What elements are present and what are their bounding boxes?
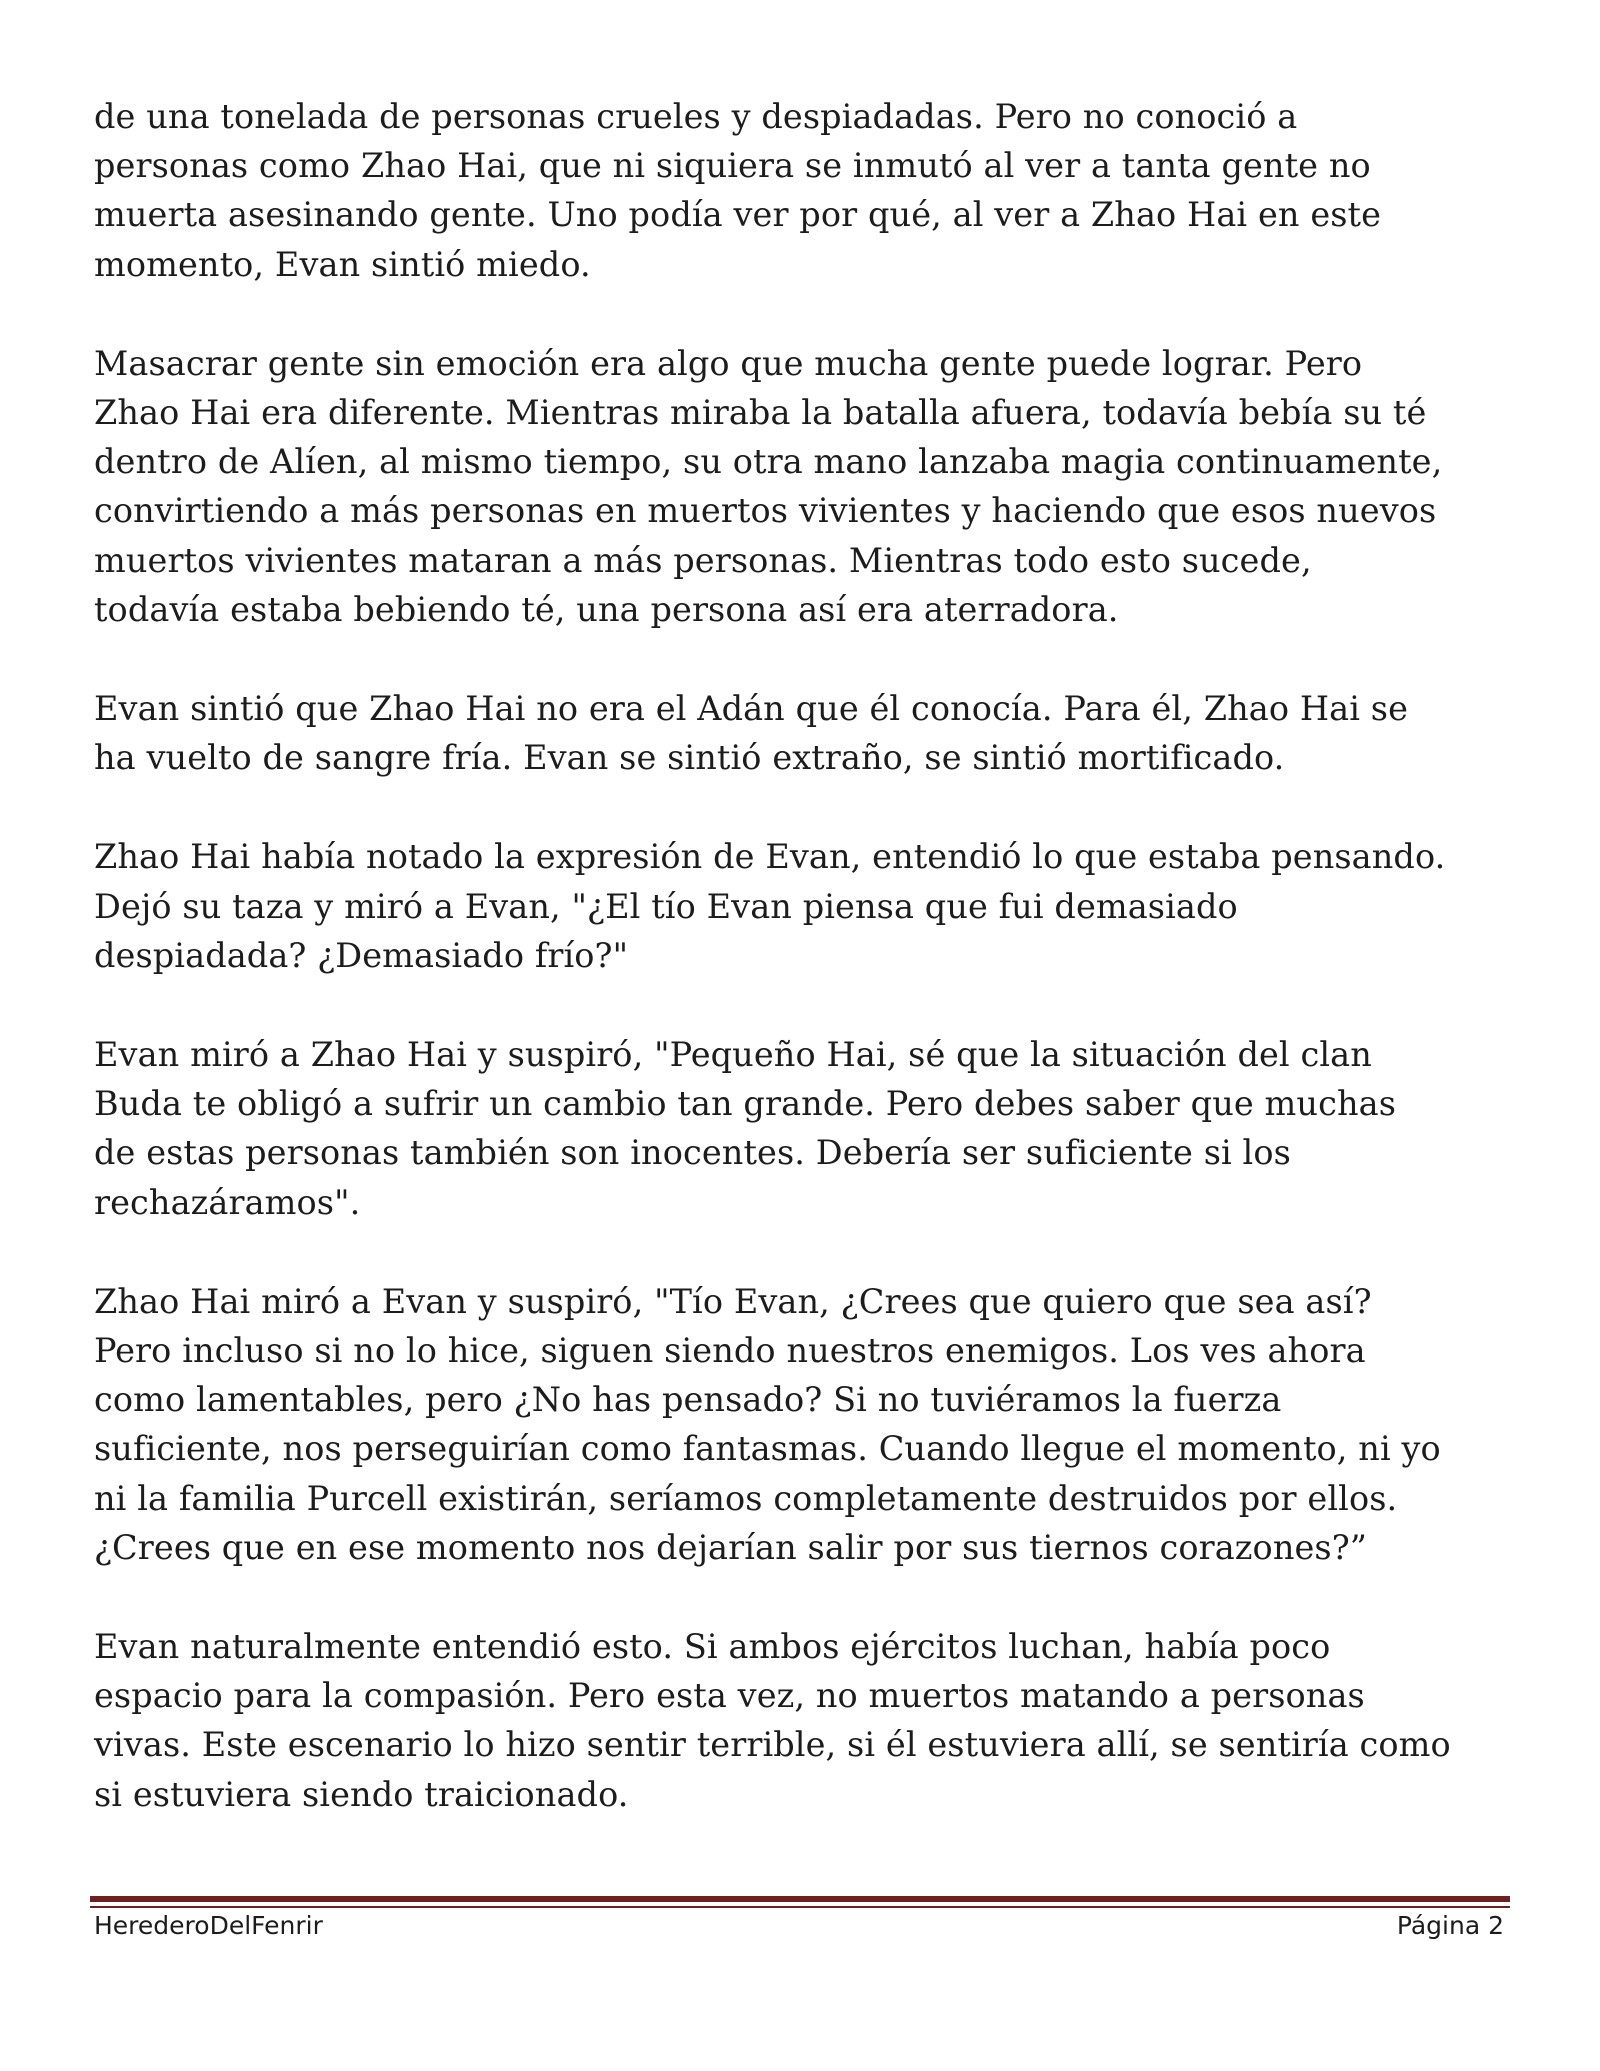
text-line: si estuviera siendo traicionado. [94,1774,629,1814]
paragraph [94,92,1524,289]
text-line: dentro de Alíen, al mismo tiempo, su otra mano lanzaba magia continuamente, [94,442,1443,482]
text-line: Zhao Hai había notado la expresión de Evan, entendió lo que estaba pensando. [94,837,1446,877]
text-line: Masacrar gente sin emoción era algo que mucha gente puede lograr. Pero [94,343,1363,383]
text-line: rechazáramos". [94,1182,361,1222]
text-line: ¿Crees que en ese momento nos dejarían salir por sus tiernos corazones?” [94,1527,1368,1567]
text-line: todavía estaba bebiendo té, una persona así era aterradora. [94,589,1119,629]
text-line: de estas personas también son inocentes. Debería ser suficiente si los [94,1133,1291,1173]
text-line: como lamentables, pero ¿No has pensado? Si no tuviéramos la fuerza [94,1380,1282,1420]
text-line: despiadada? ¿Demasiado frío?" [94,935,629,975]
text-line: muerta asesinando gente. Uno podía ver por qué, al ver a Zhao Hai en este [94,195,1382,235]
footer-divider-thick [90,1896,1510,1902]
text-line: muertos vivientes mataran a más personas. Mientras todo esto sucede, [94,540,1312,580]
paragraph [94,339,1524,634]
text-line: personas como Zhao Hai, que ni siquiera se inmutó al ver a tanta gente no [94,146,1371,186]
text-line: ni la familia Purcell existirán, seríamos completamente destruidos por ellos. [94,1478,1398,1518]
footer-author: HerederoDelFenrir [94,1911,323,1940]
paragraph [94,832,1524,980]
footer-divider-thin [90,1906,1510,1908]
text-line: momento, Evan sintió miedo. [94,244,591,284]
paragraph [94,1622,1524,1819]
text-line: Evan sintió que Zhao Hai no era el Adán que él conocía. Para él, Zhao Hai se [94,689,1409,729]
text-line: suficiente, nos perseguirían como fantasmas. Cuando llegue el momento, ni yo [94,1429,1441,1469]
text-line: Evan naturalmente entendió esto. Si ambos ejércitos luchan, había poco [94,1627,1331,1667]
text-line: Zhao Hai era diferente. Mientras miraba la batalla afuera, todavía bebía su té [94,393,1427,433]
text-line: Zhao Hai miró a Evan y suspiró, "Tío Evan, ¿Crees que quiero que sea así? [94,1281,1372,1321]
paragraph [94,1030,1524,1227]
text-line: Evan miró a Zhao Hai y suspiró, "Pequeño Hai, sé que la situación del clan [94,1035,1372,1075]
text-line: ha vuelto de sangre fría. Evan se sintió extraño, se sintió mortificado. [94,738,1285,778]
text-line: convirtiendo a más personas en muertos vivientes y haciendo que esos nuevos [94,491,1437,531]
paragraph [94,1277,1524,1572]
text-line: Dejó su taza y miró a Evan, "¿El tío Evan piensa que fui demasiado [94,886,1238,926]
text-line: Buda te obligó a sufrir un cambio tan grande. Pero debes saber que muchas [94,1084,1396,1124]
footer-page-number: Página 2 [1396,1911,1504,1940]
document-body [94,92,1524,1869]
paragraph [94,684,1524,782]
text-line: espacio para la compasión. Pero esta vez, no muertos matando a personas [94,1676,1365,1716]
text-line: vivas. Este escenario lo hizo sentir terrible, si él estuviera allí, se sentiría como [94,1725,1451,1765]
text-line: Pero incluso si no lo hice, siguen siendo nuestros enemigos. Los ves ahora [94,1331,1366,1371]
text-line: de una tonelada de personas crueles y despiadadas. Pero no conoció a [94,97,1298,136]
